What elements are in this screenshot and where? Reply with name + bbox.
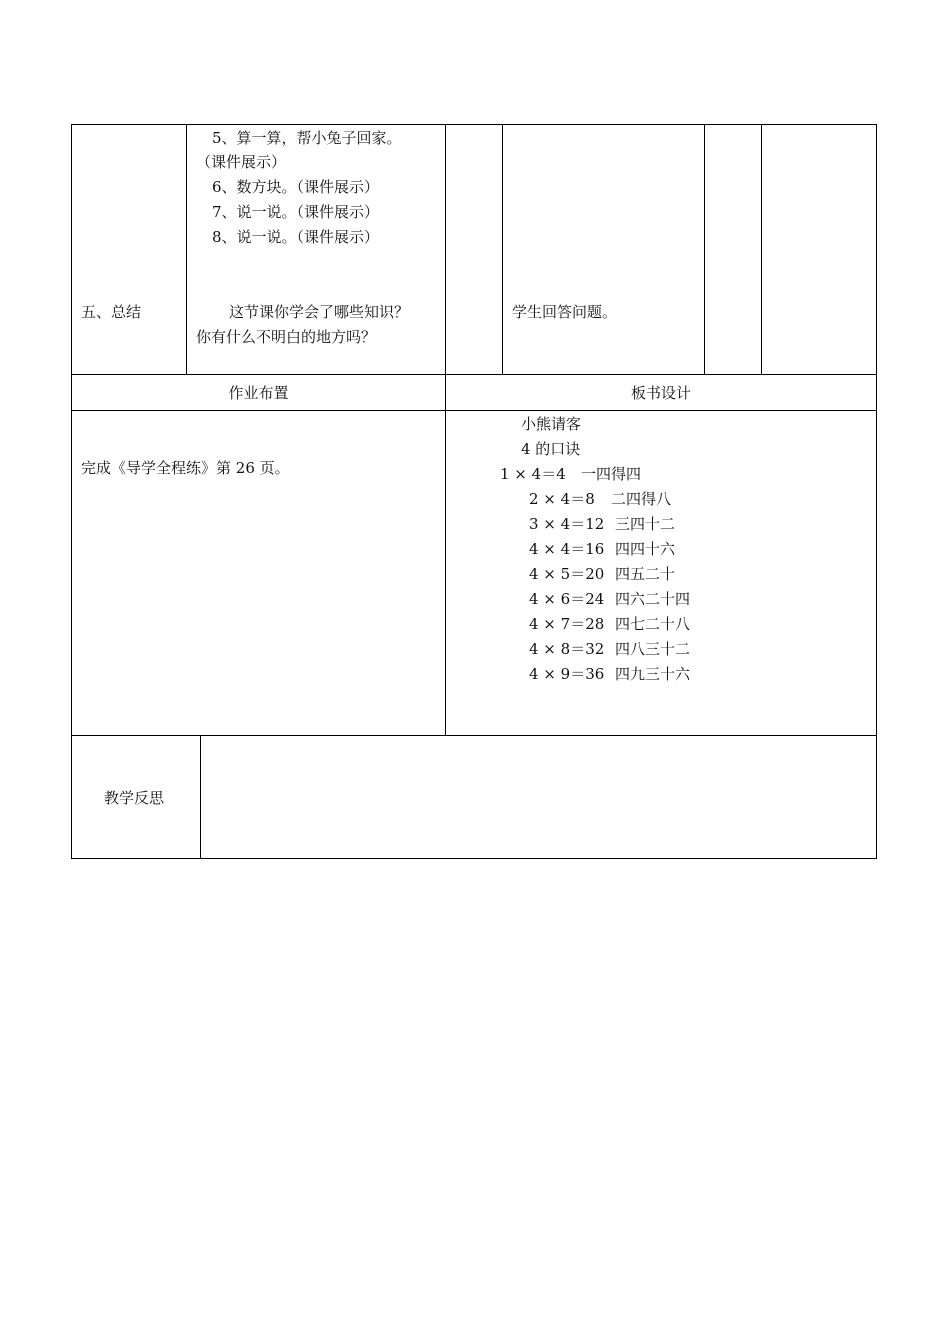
board-equation: 4 × 9＝36 xyxy=(529,665,605,683)
board-subtitle: 4 的口诀 xyxy=(521,440,581,458)
summary-line: 你有什么不明白的地方吗？ xyxy=(196,328,377,346)
activity-line: 7、说一说。（课件展示） xyxy=(212,203,380,221)
board-equation: 2 × 4＝8 xyxy=(529,490,595,508)
board-title: 小熊请客 xyxy=(521,415,582,433)
homework-text: 完成《导学全程练》第 26 页。 xyxy=(81,459,290,477)
board-equation: 1 × 4＝4 xyxy=(500,465,566,483)
reflection-label: 教学反思 xyxy=(104,789,165,807)
board-rhyme: 四四十六 xyxy=(615,540,676,558)
board-equation: 4 × 4＝16 xyxy=(529,540,605,558)
row-border xyxy=(71,410,877,411)
col-border xyxy=(761,124,762,374)
board-rhyme: 三四十二 xyxy=(615,515,676,533)
row-border xyxy=(71,374,877,375)
board-equation: 3 × 4＝12 xyxy=(529,515,605,533)
col-border-right xyxy=(876,124,877,859)
board-rhyme: 四六二十四 xyxy=(615,590,691,608)
summary-line: 这节课你学会了哪些知识？ xyxy=(229,303,410,321)
col-border xyxy=(186,124,187,374)
col-border xyxy=(704,124,705,374)
board-equation: 4 × 6＝24 xyxy=(529,590,605,608)
board-equation: 4 × 7＝28 xyxy=(529,615,605,633)
col-border xyxy=(445,124,446,374)
activity-line: 8、说一说。（课件展示） xyxy=(212,228,380,246)
board-rhyme: 四五二十 xyxy=(615,565,676,583)
col-border xyxy=(445,374,446,735)
activity-line: 6、数方块。（课件展示） xyxy=(212,178,380,196)
board-rhyme: 二四得八 xyxy=(611,490,672,508)
activity-line: （课件展示） xyxy=(196,153,287,171)
homework-header: 作业布置 xyxy=(228,384,289,402)
board-equation: 4 × 5＝20 xyxy=(529,565,605,583)
col-border-left xyxy=(71,124,72,859)
row-border-bottom xyxy=(71,858,877,859)
board-equation: 4 × 8＝32 xyxy=(529,640,605,658)
board-rhyme: 四七二十八 xyxy=(615,615,691,633)
section-label: 五、总结 xyxy=(81,303,142,321)
reflection-content xyxy=(201,736,876,858)
student-activity-text: 学生回答问题。 xyxy=(512,303,618,321)
board-header: 板书设计 xyxy=(630,384,691,402)
board-rhyme: 四八三十二 xyxy=(615,640,691,658)
board-rhyme: 四九三十六 xyxy=(615,665,691,683)
board-rhyme: 一四得四 xyxy=(581,465,642,483)
col-border xyxy=(502,124,503,374)
row-border-top xyxy=(71,124,877,125)
activity-line: 5、算一算，帮小兔子回家。 xyxy=(212,129,402,147)
